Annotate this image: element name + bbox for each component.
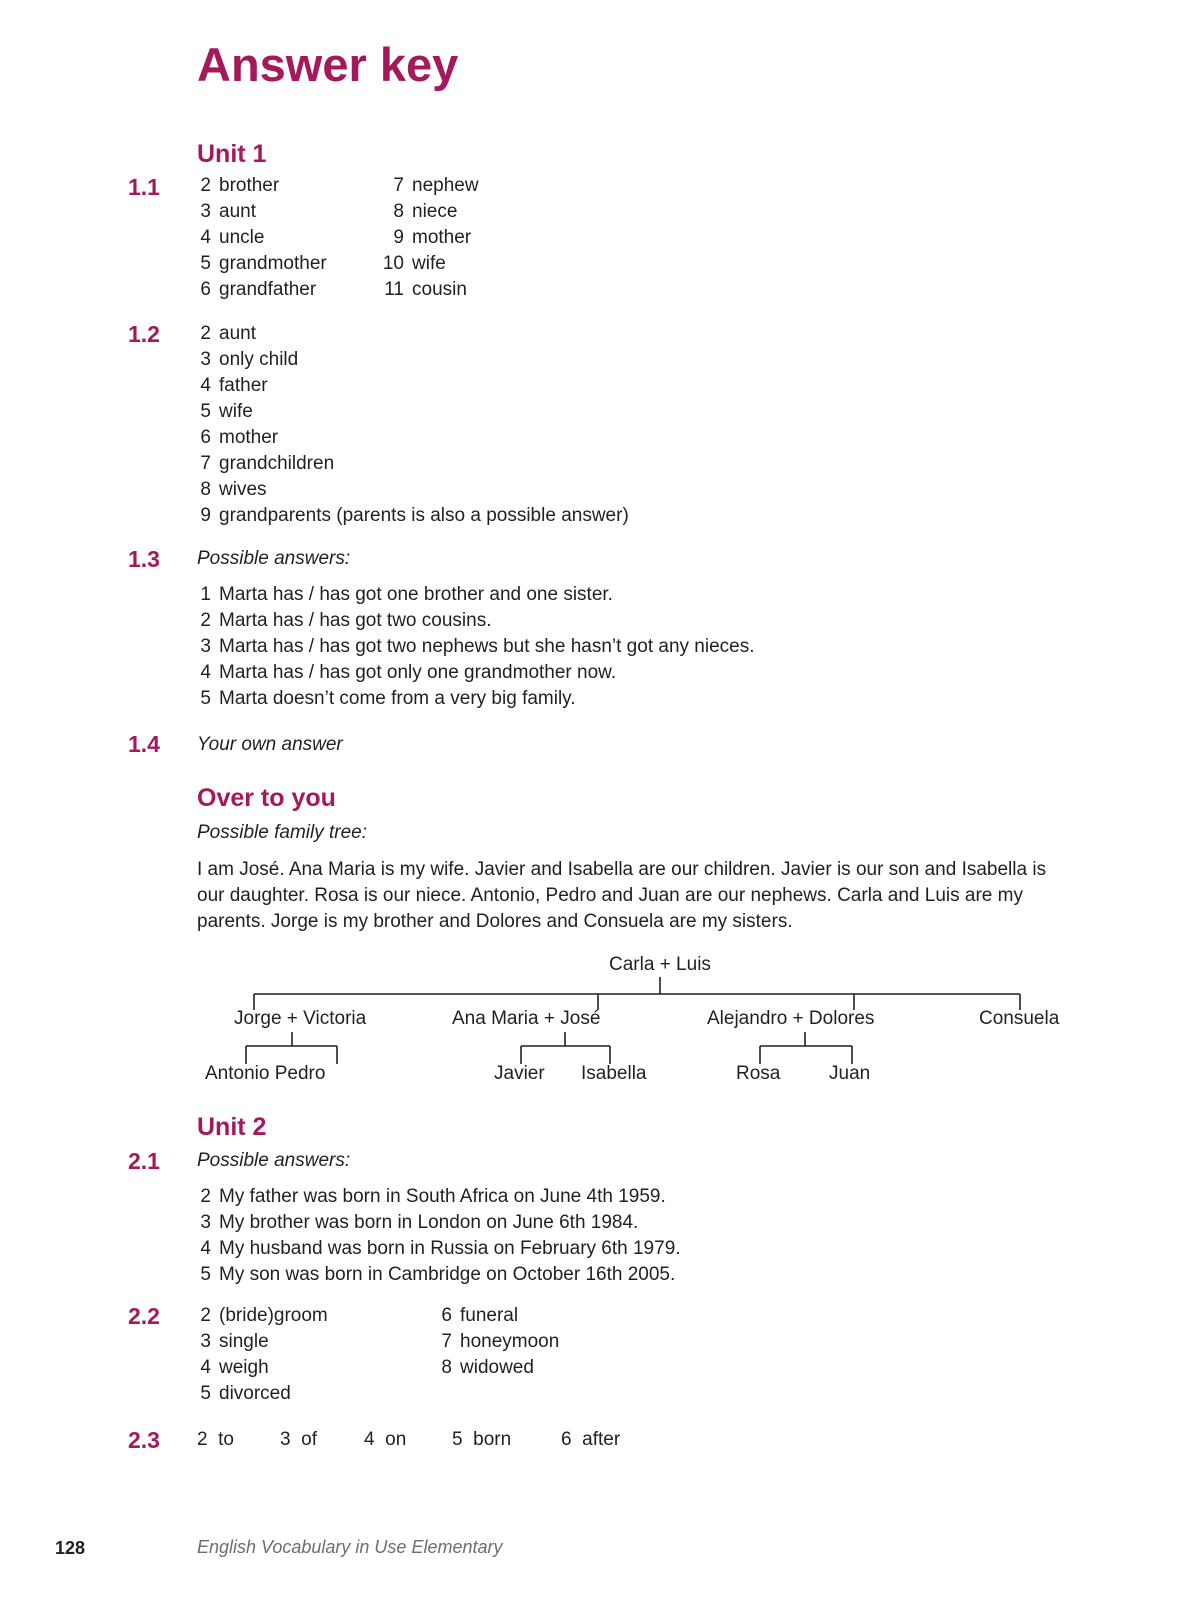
exercise-2-2-right-list (438, 1303, 559, 1381)
exercise-2-3-number: 2.3 (128, 1427, 160, 1453)
list-item: 7 grandchildren (200, 453, 335, 474)
list-item: 8 niece (393, 201, 458, 222)
tree-node-antonio-pedro: Antonio Pedro (205, 1063, 326, 1084)
exercise-2-2-number: 2.2 (128, 1303, 160, 1329)
tree-node-jorge-victoria: Jorge + Victoria (234, 1008, 367, 1029)
list-item: 4 My husband was born in Russia on February 6th 1979. (200, 1238, 681, 1259)
exercise-1-1-right-list (378, 173, 479, 303)
exercise-2-1-note: Possible answers: (197, 1150, 351, 1171)
exercise-2-3-list (197, 1427, 620, 1453)
exercise-1-1-number: 1.1 (128, 174, 160, 200)
list-item: 2 Marta has / has got two cousins. (200, 610, 492, 631)
exercise-1-3-note: Possible answers: (197, 548, 351, 569)
list-item: 7 honeymoon (441, 1331, 560, 1352)
tree-node-rosa: Rosa (736, 1063, 781, 1084)
tree-node-javier: Javier (494, 1063, 545, 1084)
exercise-1-3-number: 1.3 (128, 546, 160, 572)
list-item: 5 grandmother (200, 253, 327, 274)
list-item: 2 aunt (200, 323, 256, 344)
list-item: 3 aunt (200, 201, 256, 222)
exercise-1-3-list (197, 582, 755, 712)
unit-2-heading: Unit 2 (197, 1113, 267, 1141)
list-item: 6 funeral (441, 1305, 519, 1326)
list-item: 5 divorced (200, 1383, 291, 1404)
unit-1-heading: Unit 1 (197, 140, 267, 168)
list-item: 5 wife (200, 401, 253, 422)
list-item: 8 widowed (441, 1357, 534, 1378)
list-item: 3 of (280, 1429, 317, 1450)
list-item: 6 after (561, 1429, 621, 1450)
tree-node-alejandro-dolores: Alejandro + Dolores (707, 1008, 875, 1029)
exercise-1-4-note: Your own answer (197, 734, 343, 755)
list-item: 9 mother (393, 227, 472, 248)
list-item: 10 wife (382, 253, 446, 274)
page-title: Answer key (197, 38, 459, 91)
list-item: 4 Marta has / has got only one grandmother now. (200, 662, 617, 683)
list-item: 6 grandfather (200, 279, 317, 300)
tree-node-juan: Juan (829, 1063, 871, 1084)
exercise-1-2-number: 1.2 (128, 321, 160, 347)
list-item: 2 brother (200, 175, 280, 196)
exercise-1-1-left-list (197, 173, 327, 303)
list-item: 11 cousin (384, 279, 467, 300)
tree-node-consuela: Consuela (979, 1008, 1060, 1029)
list-item: 8 wives (200, 479, 267, 500)
over-to-you-paragraph: I am José. Ana Maria is my wife. Javier and Isabella are our children. Javier is our son and Isabella is our daughter. Rosa is our niece. Antonio, Pedro and Juan are our nephews. Carla and Luis are my parents. Jorge is my brother and Dolores and Consuela are my sisters. (197, 859, 1047, 932)
list-item: 3 single (200, 1331, 269, 1352)
over-to-you-note: Possible family tree: (197, 822, 368, 843)
tree-node-isabella: Isabella (581, 1063, 647, 1084)
list-item: 3 only child (200, 349, 299, 370)
tree-root-couple: Carla + Luis (609, 954, 711, 975)
exercise-1-4-number: 1.4 (128, 731, 160, 757)
list-item: 4 on (364, 1429, 407, 1450)
exercise-2-2-left-list (197, 1303, 328, 1407)
over-to-you-heading: Over to you (197, 784, 336, 812)
exercise-2-1-list (197, 1184, 681, 1288)
exercise-1-2-list (197, 321, 629, 529)
tree-node-ana-maria-jose: Ana Maria + José (452, 1008, 601, 1029)
list-item: 7 nephew (393, 175, 479, 196)
book-title: English Vocabulary in Use Elementary (197, 1537, 503, 1557)
list-item: 4 father (200, 375, 268, 396)
list-item: 4 weigh (200, 1357, 269, 1378)
list-item: 2 to (197, 1429, 234, 1450)
list-item: 9 grandparents (parents is also a possible answer) (200, 505, 629, 526)
list-item: 3 My brother was born in London on June 6th 1984. (200, 1212, 639, 1233)
list-item: 2 My father was born in South Africa on June 4th 1959. (200, 1186, 666, 1207)
list-item: 4 uncle (200, 227, 265, 248)
list-item: 1 Marta has / has got one brother and one sister. (200, 584, 613, 605)
list-item: 3 Marta has / has got two nephews but she hasn’t got any nieces. (200, 636, 755, 657)
list-item: 6 mother (200, 427, 279, 448)
exercise-2-1-number: 2.1 (128, 1148, 160, 1174)
page-number: 128 (55, 1538, 86, 1558)
list-item: 5 My son was born in Cambridge on October 16th 2005. (200, 1264, 676, 1285)
list-item: 2 (bride)groom (200, 1305, 328, 1326)
list-item: 5 Marta doesn’t come from a very big family. (200, 688, 576, 709)
list-item: 5 born (452, 1429, 512, 1450)
family-tree (0, 950, 1200, 1090)
